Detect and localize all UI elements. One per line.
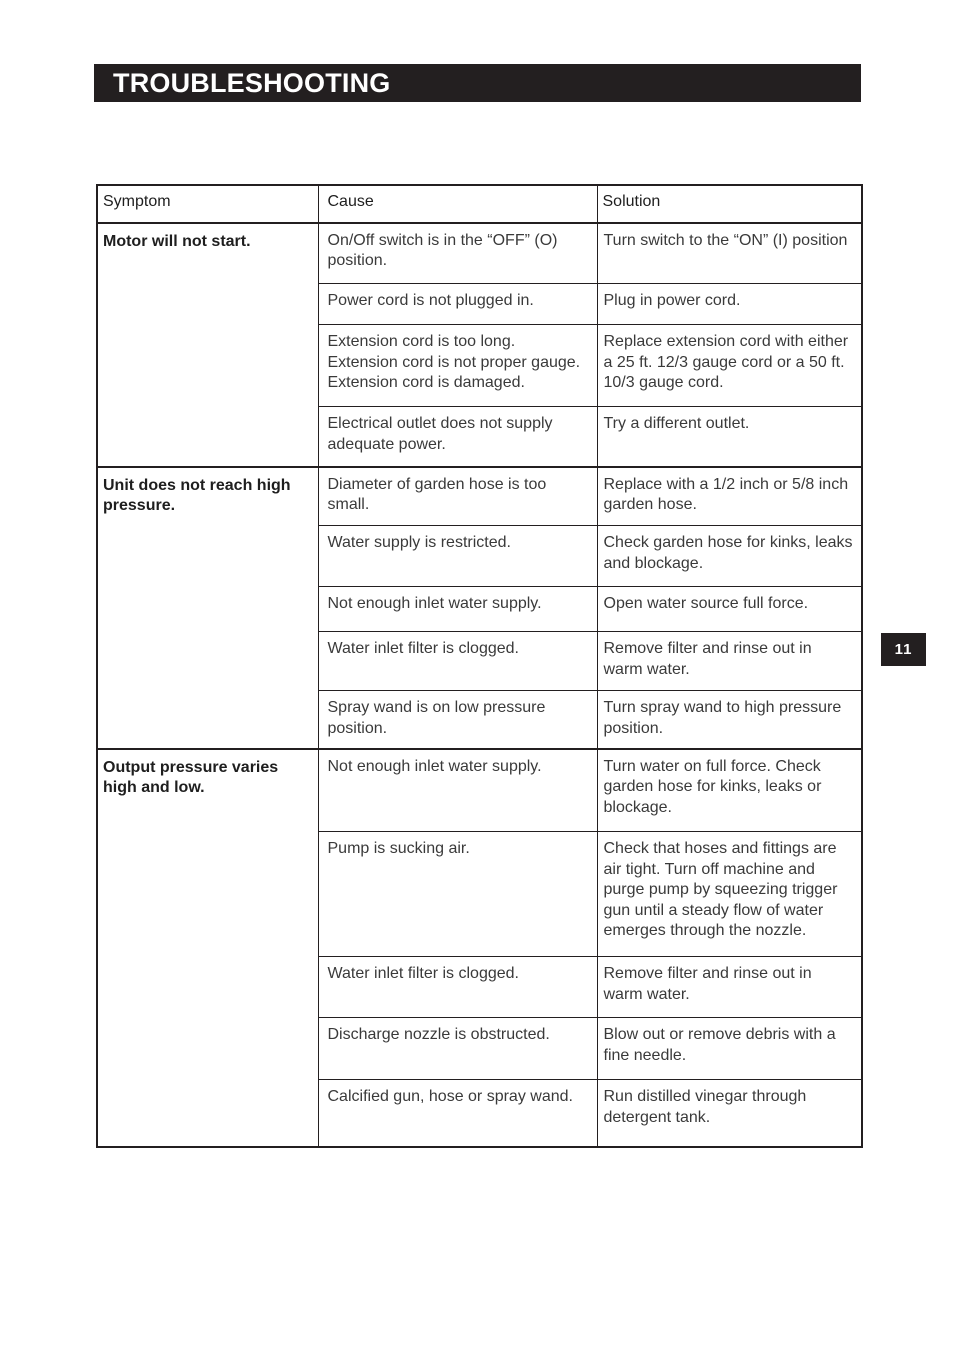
table-row	[97, 749, 862, 832]
cause-cell: Extension cord is too long. Extension cord is not proper gauge. Extension cord is damaged.	[318, 325, 597, 407]
cause-cell: Electrical outlet does not supply adequate power.	[318, 407, 597, 467]
cause-cell: Calcified gun, hose or spray wand.	[318, 1080, 597, 1147]
solution-cell: Turn spray wand to high pressure position.	[597, 691, 862, 749]
solution-cell: Turn switch to the “ON” (I) position	[597, 223, 862, 284]
column-header-solution: Solution	[597, 185, 862, 223]
cause-cell: Water inlet filter is clogged.	[318, 632, 597, 691]
solution-cell: Try a different outlet.	[597, 407, 862, 467]
cause-cell: On/Off switch is in the “OFF” (O) position.	[318, 223, 597, 284]
solution-cell: Plug in power cord.	[597, 284, 862, 325]
solution-cell: Turn water on full force. Check garden hose for kinks, leaks or blockage.	[597, 749, 862, 832]
symptom-cell: Unit does not reach high pressure.	[97, 467, 318, 749]
solution-cell: Replace with a 1/2 inch or 5/8 inch garden hose.	[597, 467, 862, 526]
table-row	[97, 467, 862, 526]
solution-cell: Check that hoses and fittings are air tight. Turn off machine and purge pump by squeezing trigger gun until a steady flow of water emerges through the nozzle.	[597, 832, 862, 957]
cause-cell: Water supply is restricted.	[318, 526, 597, 587]
page-title: TROUBLESHOOTING	[113, 68, 391, 98]
cause-cell: Spray wand is on low pressure position.	[318, 691, 597, 749]
cause-cell: Not enough inlet water supply.	[318, 749, 597, 832]
solution-cell: Remove filter and rinse out in warm water.	[597, 632, 862, 691]
solution-cell: Open water source full force.	[597, 587, 862, 632]
troubleshooting-table	[96, 184, 863, 1148]
solution-cell: Check garden hose for kinks, leaks and blockage.	[597, 526, 862, 587]
cause-cell: Power cord is not plugged in.	[318, 284, 597, 325]
symptom-cell: Output pressure varies high and low.	[97, 749, 318, 1147]
solution-cell: Replace extension cord with either a 25 ft. 12/3 gauge cord or a 50 ft. 10/3 gauge cord.	[597, 325, 862, 407]
table-row	[97, 223, 862, 284]
cause-cell: Pump is sucking air.	[318, 832, 597, 957]
symptom-cell: Motor will not start.	[97, 223, 318, 467]
column-header-cause: Cause	[318, 185, 597, 223]
table-header-row	[97, 185, 862, 223]
solution-cell: Run distilled vinegar through detergent tank.	[597, 1080, 862, 1147]
solution-cell: Remove filter and rinse out in warm water.	[597, 957, 862, 1018]
cause-cell: Water inlet filter is clogged.	[318, 957, 597, 1018]
solution-cell: Blow out or remove debris with a fine needle.	[597, 1018, 862, 1080]
section-header-bar	[94, 64, 861, 102]
page-number-tab: 11	[881, 633, 926, 666]
cause-cell: Discharge nozzle is obstructed.	[318, 1018, 597, 1080]
cause-cell: Diameter of garden hose is too small.	[318, 467, 597, 526]
cause-cell: Not enough inlet water supply.	[318, 587, 597, 632]
column-header-symptom: Symptom	[97, 185, 318, 223]
